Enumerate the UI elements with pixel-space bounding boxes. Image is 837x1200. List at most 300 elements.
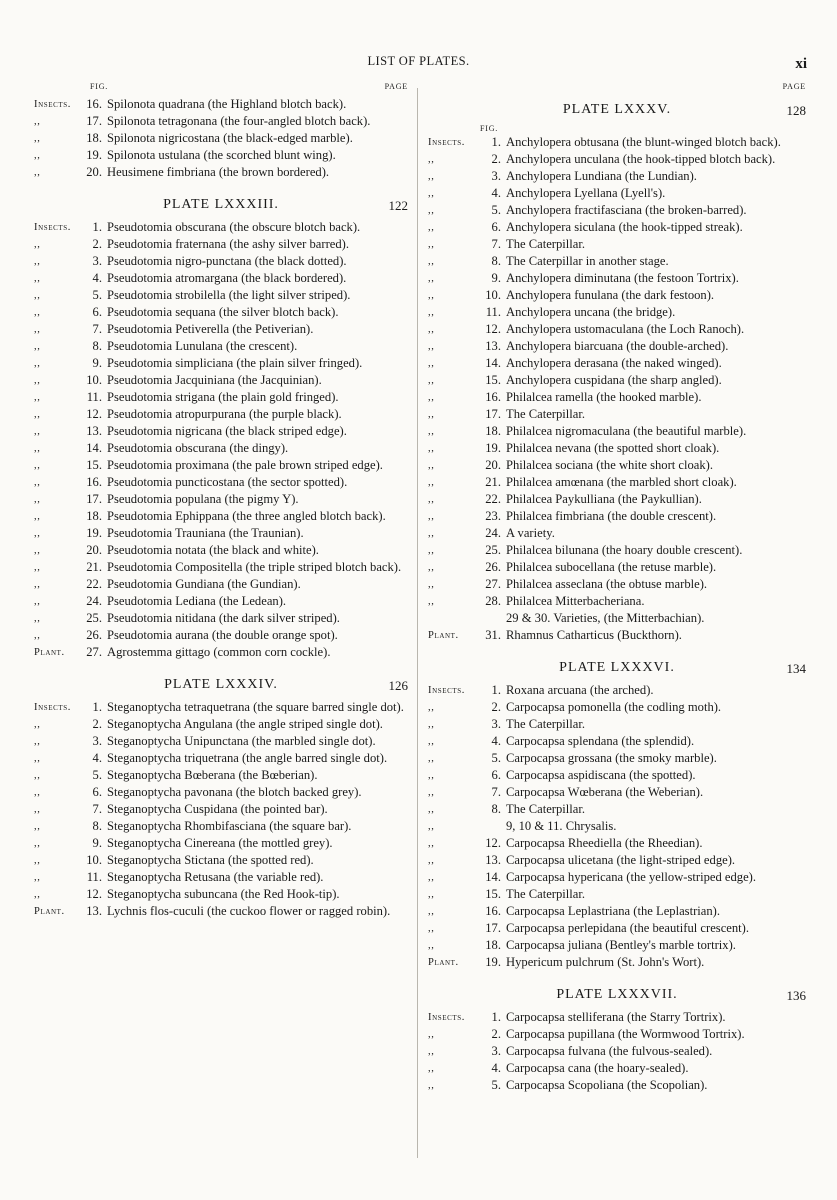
entry-text: A variety. [506, 526, 555, 540]
entry-text: Anchylopera obtusana (the blunt-winged blotch back). [506, 135, 781, 149]
fig-number: 26. [86, 628, 102, 642]
fig-number: 18. [86, 131, 102, 145]
entry-category: ,, [428, 821, 435, 832]
entry-category: ,, [428, 562, 435, 573]
entry-text: Pseudotomia puncticostana (the sector spotted). [107, 475, 348, 489]
list-item [428, 835, 806, 852]
fig-number: 18. [485, 424, 501, 438]
list-item [34, 440, 408, 457]
list-item [428, 270, 806, 287]
plate-section [34, 191, 408, 661]
entry-category: ,, [34, 770, 41, 781]
entry-category: ,, [428, 804, 435, 815]
list-item [34, 321, 408, 338]
fig-number: 14. [86, 441, 102, 455]
left-column [34, 82, 408, 920]
list-item [428, 508, 806, 525]
list-item [428, 389, 806, 406]
entry-text: Carpocapsa Leplastriana (the Leplastrian). [506, 904, 720, 918]
plate-title: PLATE LXXXIV. [164, 677, 278, 692]
entry-category: Plant. [428, 630, 459, 641]
fig-number: 6. [92, 305, 102, 319]
plate-title: PLATE LXXXV. [562, 102, 672, 117]
fig-label: FIG. [90, 82, 109, 91]
entry-category: Plant. [34, 906, 65, 917]
list-item [428, 610, 806, 627]
plate-heading [428, 654, 806, 682]
entry-text: Carpocapsa Wœberana (the Weberian). [506, 785, 704, 799]
fig-number: 4. [92, 271, 102, 285]
list-item [34, 491, 408, 508]
list-item [34, 287, 408, 304]
left-column-header [34, 82, 408, 96]
plate-page: 128 [786, 103, 806, 118]
fig-number: 7. [491, 785, 501, 799]
fig-number: 14. [485, 870, 501, 884]
fig-number: 19. [86, 148, 102, 162]
entry-text: The Caterpillar. [506, 407, 586, 421]
entry-category: Insects. [34, 702, 71, 713]
list-item [34, 423, 408, 440]
fig-number: 7. [92, 802, 102, 816]
fig-number: 5. [491, 751, 501, 765]
entry-category: ,, [428, 1029, 435, 1040]
fig-number: 15. [86, 458, 102, 472]
fig-number: 17. [86, 492, 102, 506]
entry-category: ,, [34, 753, 41, 764]
entry-category: ,, [428, 477, 435, 488]
list-item [34, 644, 408, 661]
entry-category: ,, [428, 324, 435, 335]
list-item [34, 253, 408, 270]
entry-category: ,, [428, 1063, 435, 1074]
list-item [428, 134, 806, 151]
fig-number: 13. [485, 339, 501, 353]
entry-text: Pseudotomia aurana (the double orange spot). [107, 628, 338, 642]
list-item [428, 321, 806, 338]
list-item [34, 699, 408, 716]
entry-category: ,, [428, 1080, 435, 1091]
entry-category: ,, [428, 256, 435, 267]
list-item [428, 372, 806, 389]
list-item [34, 236, 408, 253]
list-item [34, 525, 408, 542]
fig-label: FIG. [480, 124, 499, 133]
entry-text: Spilonota nigricostana (the black-edged marble). [107, 131, 353, 145]
list-item [428, 818, 806, 835]
plate-section [428, 981, 806, 1094]
fig-number: 21. [485, 475, 501, 489]
entry-category: ,, [428, 358, 435, 369]
entry-text: The Caterpillar. [506, 887, 586, 901]
entry-category: ,, [428, 273, 435, 284]
fig-number: 25. [485, 543, 501, 557]
plate-entries [34, 219, 408, 661]
entry-category: ,, [34, 596, 41, 607]
entry-category: ,, [428, 545, 435, 556]
entry-category: ,, [428, 426, 435, 437]
entry-category: ,, [428, 409, 435, 420]
entry-text: Pseudotomia atropurpurana (the purple black). [107, 407, 342, 421]
fig-number: 7. [491, 237, 501, 251]
list-item [34, 96, 408, 113]
list-item [34, 219, 408, 236]
entry-text: Hypericum pulchrum (St. John's Wort). [506, 955, 705, 969]
fig-number: 16. [485, 390, 501, 404]
list-item [428, 253, 806, 270]
fig-number: 5. [491, 1078, 501, 1092]
entry-category: ,, [428, 719, 435, 730]
entry-text: Carpocapsa Scopoliana (the Scopolian). [506, 1078, 708, 1092]
list-item [428, 1043, 806, 1060]
list-item [428, 491, 806, 508]
entry-text: Steganoptycha Stictana (the spotted red). [107, 853, 314, 867]
list-item [34, 542, 408, 559]
list-item [34, 270, 408, 287]
entry-category: ,, [428, 239, 435, 250]
entry-text: Spilonota ustulana (the scorched blunt wing). [107, 148, 336, 162]
entry-text: Steganoptycha tetraquetrana (the square barred single dot). [107, 700, 404, 714]
fig-number: 12. [485, 836, 501, 850]
entry-category: ,, [428, 528, 435, 539]
entry-category: ,, [34, 855, 41, 866]
fig-number: 13. [485, 853, 501, 867]
entry-category: ,, [34, 273, 41, 284]
entry-category: ,, [34, 307, 41, 318]
entry-category: ,, [428, 154, 435, 165]
entry-category: Insects. [34, 99, 71, 110]
entry-text: Spilonota quadrana (the Highland blotch back). [107, 97, 347, 111]
list-item [34, 767, 408, 784]
list-item [34, 593, 408, 610]
entry-category: ,, [34, 392, 41, 403]
entry-category: ,, [428, 307, 435, 318]
entry-text: Agrostemma gittago (common corn cockle). [107, 645, 331, 659]
fig-number: 24. [485, 526, 501, 540]
entry-text: Pseudotomia Jacquiniana (the Jacquinian). [107, 373, 322, 387]
fig-number: 9. [92, 356, 102, 370]
fig-number: 6. [92, 785, 102, 799]
entry-category: Plant. [428, 957, 459, 968]
entry-text: Steganoptycha pavonana (the blotch backed grey). [107, 785, 362, 799]
fig-number: 26. [485, 560, 501, 574]
entry-text: Carpocapsa aspidiscana (the spotted). [506, 768, 696, 782]
entry-category: ,, [34, 562, 41, 573]
left-plates [34, 191, 408, 920]
page-number: xi [795, 56, 807, 72]
entry-text: Philalcea ramella (the hooked marble). [506, 390, 702, 404]
entry-category: ,, [428, 872, 435, 883]
entry-text: Steganoptycha Bœberana (the Bœberian). [107, 768, 318, 782]
list-item [428, 1060, 806, 1077]
entry-text: The Caterpillar. [506, 237, 586, 251]
entry-category: ,, [428, 889, 435, 900]
list-item [428, 593, 806, 610]
fig-number: 9. [491, 271, 501, 285]
list-item [428, 559, 806, 576]
fig-number: 24. [86, 594, 102, 608]
entry-category: ,, [428, 736, 435, 747]
entry-text: Lychnis flos-cuculi (the cuckoo flower or ragged robin). [107, 904, 391, 918]
entry-category: ,, [34, 358, 41, 369]
fig-number: 5. [491, 203, 501, 217]
entry-text: Pseudotomia Ephippana (the three angled blotch back). [107, 509, 386, 523]
plate-heading [34, 671, 408, 699]
entry-text: Philalcea subocellana (the retuse marble). [506, 560, 717, 574]
list-item [34, 801, 408, 818]
entry-category: ,, [34, 804, 41, 815]
entry-text: Pseudotomia Lunulana (the crescent). [107, 339, 298, 353]
entry-category: ,, [428, 171, 435, 182]
fig-number: 8. [491, 254, 501, 268]
plate-section [428, 654, 806, 971]
fig-number: 3. [92, 254, 102, 268]
entry-text: Philalcea nevana (the spotted short cloak). [506, 441, 720, 455]
list-item [428, 750, 806, 767]
fig-number: 10. [485, 288, 501, 302]
entry-text: Pseudotomia Trauniana (the Traunian). [107, 526, 304, 540]
entry-text: Carpocapsa cana (the hoary-sealed). [506, 1061, 689, 1075]
fig-number: 16. [86, 475, 102, 489]
entry-category: ,, [34, 133, 41, 144]
fig-number: 1. [92, 220, 102, 234]
fig-number: 3. [491, 1044, 501, 1058]
entry-text: Anchylopera Lundiana (the Lundian). [506, 169, 697, 183]
page-label: PAGE [384, 82, 408, 91]
entry-text: Pseudotomia sequana (the silver blotch back). [107, 305, 339, 319]
fig-number: 4. [491, 186, 501, 200]
entry-text: Pseudotomia strigana (the plain gold fringed). [107, 390, 339, 404]
entry-category: ,, [34, 545, 41, 556]
entry-category: ,, [34, 477, 41, 488]
entry-text: Steganoptycha Angulana (the angle striped single dot). [107, 717, 383, 731]
entry-text: Philalcea fimbriana (the double crescent). [506, 509, 717, 523]
entry-category: Insects. [428, 1012, 465, 1023]
entry-category: ,, [34, 613, 41, 624]
column-divider [417, 88, 418, 1158]
entry-text: Steganoptycha Cuspidana (the pointed bar). [107, 802, 328, 816]
entry-text: Steganoptycha Unipunctana (the marbled single dot). [107, 734, 376, 748]
fig-number: 3. [92, 734, 102, 748]
entry-text: Anchylopera biarcuana (the double-arched). [506, 339, 729, 353]
fig-number: 22. [485, 492, 501, 506]
entry-text: Carpocapsa Rheediella (the Rheedian). [506, 836, 703, 850]
list-item [34, 886, 408, 903]
entry-category: Insects. [428, 685, 465, 696]
list-item [428, 733, 806, 750]
list-item [428, 716, 806, 733]
fig-number: 8. [92, 819, 102, 833]
list-item [34, 835, 408, 852]
entry-category: ,, [34, 579, 41, 590]
list-item [428, 886, 806, 903]
list-item [34, 355, 408, 372]
plate-entries [428, 1009, 806, 1094]
list-item [428, 784, 806, 801]
list-item [428, 440, 806, 457]
fig-number: 9. [92, 836, 102, 850]
entry-text: Carpocapsa grossana (the smoky marble). [506, 751, 717, 765]
entry-category: ,, [428, 443, 435, 454]
entry-text: Pseudotomia Petiverella (the Petiverian). [107, 322, 314, 336]
plate-heading [428, 981, 806, 1009]
list-item [34, 164, 408, 181]
entry-text: Heusimene fimbriana (the brown bordered). [107, 165, 330, 179]
list-item [428, 699, 806, 716]
fig-number [472, 818, 506, 835]
list-item [428, 406, 806, 423]
entry-text: Pseudotomia Compositella (the triple striped blotch back). [107, 560, 402, 574]
fig-number: 7. [92, 322, 102, 336]
list-item [428, 151, 806, 168]
fig-number: 31. [485, 628, 501, 642]
entry-category [428, 610, 472, 627]
entry-text: Anchylopera ustomaculana (the Loch Ranoch). [506, 322, 745, 336]
plate-heading [428, 96, 806, 124]
entry-category: ,, [34, 341, 41, 352]
entry-text: Steganoptycha triquetrana (the angle barred single dot). [107, 751, 388, 765]
entry-category: ,, [34, 290, 41, 301]
entry-text: Carpocapsa pupillana (the Wormwood Tortrix). [506, 1027, 745, 1041]
entry-category: ,, [428, 460, 435, 471]
entry-text: Carpocapsa splendana (the splendid). [506, 734, 695, 748]
list-item [428, 903, 806, 920]
fig-number: 2. [491, 1027, 501, 1041]
plate-page: 136 [786, 988, 806, 1003]
fig-number: 16. [485, 904, 501, 918]
list-item [428, 852, 806, 869]
entry-category: ,, [428, 906, 435, 917]
entry-category: ,, [428, 222, 435, 233]
plate-title: PLATE LXXXVII. [556, 987, 678, 1002]
list-item [428, 355, 806, 372]
entry-category: ,, [34, 872, 41, 883]
entry-text: Philalcea amœnana (the marbled short cloak). [506, 475, 737, 489]
list-item [34, 852, 408, 869]
fig-number: 20. [86, 543, 102, 557]
continued-entries [34, 96, 408, 181]
list-item [428, 542, 806, 559]
entry-category: ,, [428, 341, 435, 352]
list-item [34, 869, 408, 886]
fig-number: 2. [491, 152, 501, 166]
entry-category: ,, [428, 511, 435, 522]
fig-number: 1. [491, 135, 501, 149]
fig-number: 16. [86, 97, 102, 111]
fig-number: 19. [485, 441, 501, 455]
plate-entries [428, 682, 806, 971]
plate-entries [428, 134, 806, 644]
list-item [34, 627, 408, 644]
entry-category: ,, [428, 940, 435, 951]
fig-number: 3. [491, 717, 501, 731]
entry-text: Anchylopera uncana (the bridge). [506, 305, 676, 319]
entry-category: ,, [34, 719, 41, 730]
entry-text: Philalcea Mitterbacheriana. [506, 594, 645, 608]
entry-text: Carpocapsa perlepidana (the beautiful crescent). [506, 921, 750, 935]
entry-category: ,, [34, 838, 41, 849]
entry-text: Carpocapsa pomonella (the codling moth). [506, 700, 722, 714]
list-item [428, 202, 806, 219]
right-column [428, 82, 806, 1094]
fig-number: 1. [491, 1010, 501, 1024]
entry-text: The Caterpillar. [506, 717, 586, 731]
entry-text: Anchylopera derasana (the naked winged). [506, 356, 722, 370]
entry-category: ,, [34, 630, 41, 641]
fig-number: 5. [92, 288, 102, 302]
fig-number: 1. [92, 700, 102, 714]
fig-number: 1. [491, 683, 501, 697]
list-item [34, 576, 408, 593]
entry-category: ,, [34, 528, 41, 539]
entry-text: Rhamnus Catharticus (Buckthorn). [506, 628, 682, 642]
entry-category: ,, [428, 787, 435, 798]
plate-heading [34, 191, 408, 219]
list-item [428, 1009, 806, 1026]
page-label: PAGE [782, 82, 806, 91]
list-item [34, 147, 408, 164]
fig-number: 3. [491, 169, 501, 183]
fig-number: 18. [485, 938, 501, 952]
entry-text: Roxana arcuana (the arched). [506, 683, 654, 697]
list-item [428, 767, 806, 784]
plate-section [428, 96, 806, 644]
list-item [428, 338, 806, 355]
entry-text: Philalcea asseclana (the obtuse marble). [506, 577, 708, 591]
entry-text: Pseudotomia strobilella (the light silver striped). [107, 288, 351, 302]
list-item [428, 474, 806, 491]
entry-category: ,, [428, 579, 435, 590]
list-item [34, 304, 408, 321]
entry-category: ,, [34, 736, 41, 747]
entry-text: Steganoptycha Rhombifasciana (the square bar). [107, 819, 352, 833]
entry-category: ,, [428, 188, 435, 199]
fig-number: 20. [86, 165, 102, 179]
entry-text: Pseudotomia nigricana (the black striped edge). [107, 424, 347, 438]
entry-category: ,, [34, 889, 41, 900]
entry-text: Pseudotomia populana (the pigmy Y). [107, 492, 299, 506]
fig-number: 12. [86, 407, 102, 421]
entry-text: Steganoptycha Retusana (the variable red). [107, 870, 324, 884]
entry-category: ,, [34, 256, 41, 267]
list-item [428, 304, 806, 321]
fig-number: 27. [485, 577, 501, 591]
fig-number: 11. [86, 870, 102, 884]
running-title: LIST OF PLATES. [367, 54, 470, 68]
right-column-header [428, 82, 806, 96]
entry-text: Philalcea sociana (the white short cloak). [506, 458, 714, 472]
list-item [34, 903, 408, 920]
entry-text: Pseudotomia nitidana (the dark silver striped). [107, 611, 340, 625]
plate-page: 134 [786, 661, 806, 676]
list-item [34, 610, 408, 627]
entry-text: Pseudotomia atromargana (the black bordered). [107, 271, 347, 285]
entry-category: ,, [34, 167, 41, 178]
entry-text: Anchylopera unculana (the hook-tipped blotch back). [506, 152, 776, 166]
fig-number: 15. [485, 373, 501, 387]
entry-text: Pseudotomia fraternana (the ashy silver barred). [107, 237, 349, 251]
entry-text: Anchylopera funulana (the dark festoon). [506, 288, 715, 302]
fig-number: 19. [485, 955, 501, 969]
fig-number: 19. [86, 526, 102, 540]
list-item [428, 801, 806, 818]
list-item [34, 338, 408, 355]
entry-category: ,, [428, 1046, 435, 1057]
entry-text: Philalcea Paykulliana (the Paykullian). [506, 492, 702, 506]
fig-number: 23. [485, 509, 501, 523]
fig-number: 21. [86, 560, 102, 574]
entry-text: Pseudotomia notata (the black and white). [107, 543, 319, 557]
